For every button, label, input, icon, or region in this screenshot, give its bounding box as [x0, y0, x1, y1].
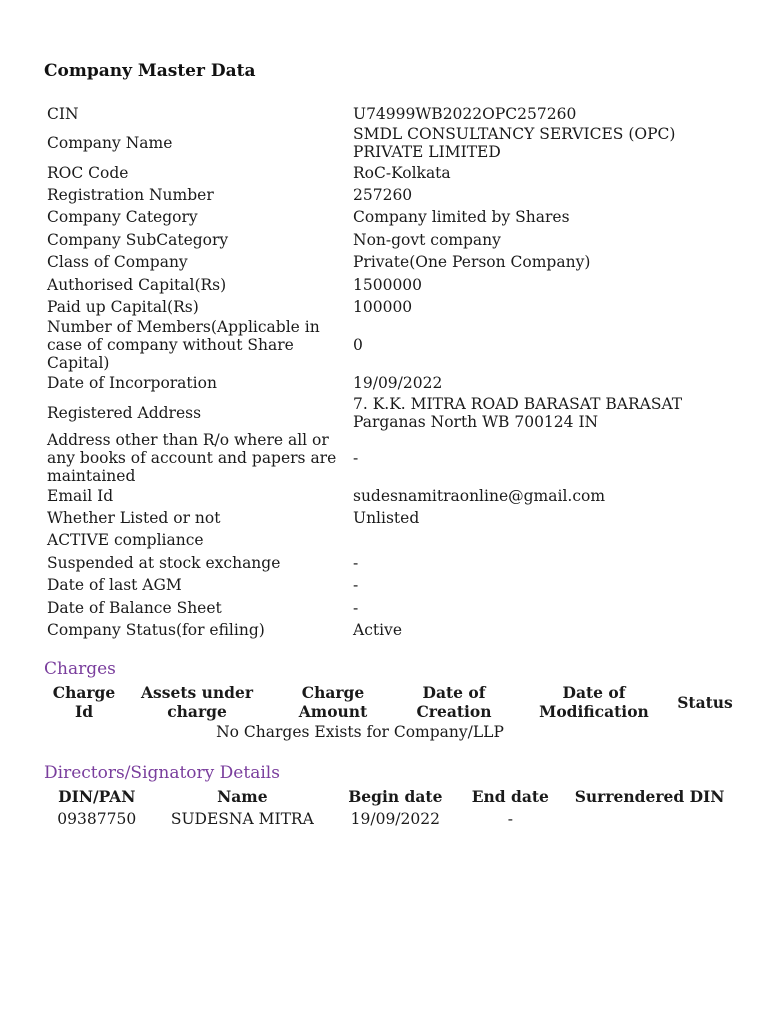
table-row — [44, 103, 734, 125]
field-value: 100000 — [353, 297, 413, 316]
field-label: Class of Company — [47, 253, 188, 272]
field-value — [350, 529, 734, 551]
table-header-row — [44, 683, 734, 721]
table-row — [44, 206, 734, 228]
field-label: Suspended at stock exchange — [47, 553, 281, 572]
director-begin-date: 19/09/2022 — [350, 810, 440, 828]
field-value: Active — [353, 621, 402, 640]
column-header: Begin date — [348, 786, 443, 806]
table-row — [44, 431, 734, 485]
table-row — [44, 184, 734, 206]
field-label: Company SubCategory — [47, 230, 229, 249]
field-value: 0 — [353, 336, 363, 355]
director-din: 09387750 — [57, 810, 137, 828]
director-end-date: - — [507, 810, 513, 828]
field-value: - — [353, 598, 359, 617]
field-label: Company Category — [47, 208, 198, 227]
table-header-row — [44, 786, 734, 807]
field-value: Unlisted — [353, 509, 420, 528]
column-header: Charge Id — [52, 683, 116, 721]
field-value: 1500000 — [353, 275, 423, 294]
field-label: Whether Listed or not — [47, 509, 221, 528]
field-value: - — [353, 576, 359, 595]
column-header: Charge Amount — [298, 683, 368, 721]
field-value: 19/09/2022 — [353, 374, 443, 393]
field-label: ROC Code — [47, 163, 129, 182]
field-label: Paid up Capital(Rs) — [47, 297, 199, 316]
table-row — [44, 619, 734, 641]
field-label: Date of Incorporation — [47, 374, 217, 393]
field-value: U74999WB2022OPC257260 — [353, 105, 577, 124]
table-row — [44, 125, 734, 161]
field-value: SMDL CONSULTANCY SERVICES (OPC) PRIVATE LIMITED — [353, 125, 676, 162]
field-label: Company Name — [47, 134, 173, 153]
field-label: Date of Balance Sheet — [47, 598, 222, 617]
table-row — [44, 273, 734, 295]
field-label: Address other than R/o where all or any books of account and papers are maintained — [47, 430, 337, 485]
table-row — [44, 485, 734, 507]
column-header: Assets under charge — [140, 683, 254, 721]
page-title: Company Master Data — [44, 61, 256, 81]
directors-table — [44, 786, 734, 831]
column-header: Surrendered DIN — [574, 786, 725, 806]
field-label: Authorised Capital(Rs) — [47, 275, 227, 294]
table-row — [44, 721, 734, 743]
column-header: DIN/PAN — [58, 786, 136, 806]
column-header: Status — [677, 692, 733, 712]
charges-section-title: Charges — [44, 659, 116, 679]
field-value: Company limited by Shares — [353, 208, 570, 227]
field-label: Company Status(for efiling) — [47, 621, 265, 640]
field-label: Registered Address — [47, 403, 202, 422]
director-name: SUDESNA MITRA — [170, 810, 314, 828]
table-row — [44, 395, 734, 431]
table-row — [44, 296, 734, 318]
field-label: CIN — [47, 105, 79, 124]
table-row — [44, 807, 734, 831]
column-header: End date — [471, 786, 549, 806]
field-value: sudesnamitraonline@gmail.com — [353, 486, 606, 505]
field-value: Non-govt company — [353, 230, 501, 249]
field-value: - — [353, 553, 359, 572]
empty-message: No Charges Exists for Company/LLP — [216, 723, 504, 741]
field-value: - — [353, 448, 359, 467]
table-row — [44, 372, 734, 394]
field-value: 7. K.K. MITRA ROAD BARASAT BARASAT Parganas North WB 700124 IN — [353, 394, 683, 431]
table-row — [44, 229, 734, 251]
column-header: Date of Creation — [416, 683, 492, 721]
table-row — [44, 161, 734, 183]
table-row — [44, 552, 734, 574]
table-row — [44, 574, 734, 596]
field-value: RoC-Kolkata — [353, 163, 451, 182]
directors-section-title: Directors/Signatory Details — [44, 763, 280, 783]
table-row — [44, 529, 734, 551]
column-header: Date of Modification — [539, 683, 649, 721]
field-label: Date of last AGM — [47, 576, 182, 595]
charges-table — [44, 683, 734, 743]
field-label: Email Id — [47, 486, 114, 505]
field-value: 257260 — [353, 185, 413, 204]
field-label: ACTIVE compliance — [47, 531, 204, 550]
director-surrendered-din — [565, 807, 734, 831]
table-row — [44, 596, 734, 618]
field-value: Private(One Person Company) — [353, 253, 591, 272]
table-row — [44, 251, 734, 273]
column-header: Name — [217, 786, 268, 806]
table-row — [44, 318, 734, 372]
master-data-table — [44, 103, 734, 641]
field-label: Number of Members(Applicable in case of company without Share Capital) — [47, 318, 320, 373]
table-row — [44, 507, 734, 529]
field-label: Registration Number — [47, 185, 214, 204]
